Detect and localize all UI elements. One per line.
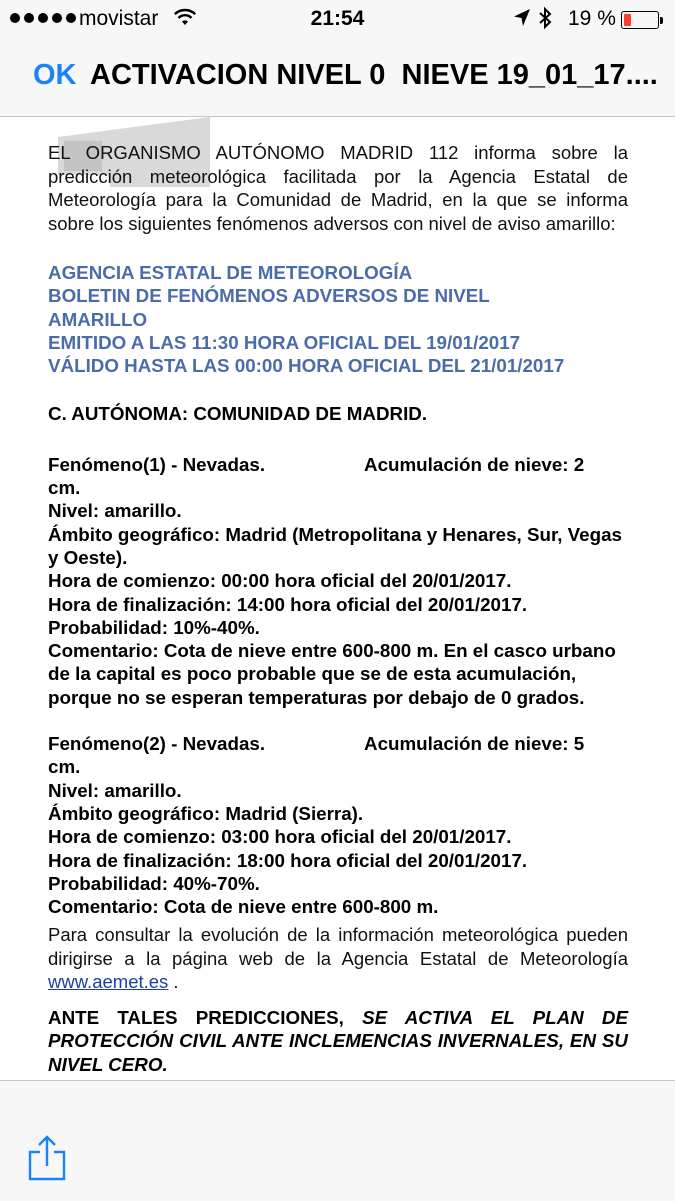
phenomenon-accumulation: Acumulación de nieve: 2: [364, 453, 585, 475]
bulletin-line: AGENCIA ESTATAL DE METEOROLOGÍA: [48, 262, 413, 283]
done-button[interactable]: OK: [33, 59, 77, 91]
document-title: ACTIVACION NIVEL 0 NIEVE 19_01_17....: [90, 59, 658, 91]
intro-paragraph: EL ORGANISMO AUTÓNOMO MADRID 112 informa sobre la predicción meteorológica facilitada por la Agencia Estatal de Meteorología para la Comunidad de Madrid, en la que se informa sobre los siguientes fenómenos adversos con nivel de aviso amarillo:: [48, 142, 628, 234]
phenomenon-line: Comentario: Cota de nieve entre 600-800 m. En el casco urbano de la capital es poco probable que se de esta acumulación, porque no se esperan temperaturas por debajo de 0 grados.: [48, 640, 616, 708]
phenomenon-name: Fenómeno(1) - Nevadas.: [48, 453, 266, 475]
bottom-toolbar: [0, 1080, 675, 1201]
status-time: 21:54: [310, 7, 365, 30]
consult-end: .: [168, 971, 179, 993]
consult-paragraph: [48, 923, 628, 994]
consult-text: Para consultar la evolución de la información meteorológica pueden dirigirse a la página web de la Agencia Estatal de Meteorología: [48, 924, 628, 969]
battery-icon: [621, 11, 659, 29]
bulletin-line: EMITIDO A LAS 11:30 HORA OFICIAL DEL 19/01/2017: [48, 331, 521, 353]
bulletin-line: AMARILLO: [48, 308, 148, 330]
phenomenon-line: Hora de comienzo: 00:00 hora oficial del 20/01/2017.: [48, 570, 512, 592]
phenomenon-line: Hora de finalización: 14:00 hora oficial del 20/01/2017.: [48, 593, 528, 615]
phenomenon-line: Nivel: amarillo.: [48, 500, 182, 522]
phenomenon-line: Nivel: amarillo.: [48, 779, 182, 801]
phenomenon-line: cm.: [48, 756, 81, 778]
share-icon[interactable]: [27, 1135, 67, 1181]
phenomenon-accumulation: Acumulación de nieve: 5: [364, 733, 585, 755]
phenomenon-line: Hora de finalización: 18:00 hora oficial del 20/01/2017.: [48, 849, 528, 871]
plan-activation-notice: [48, 1006, 628, 1076]
phenomenon-line: Ámbito geográfico: Madrid (Sierra).: [48, 802, 364, 824]
phenomenon-line: Ámbito geográfico: Madrid (Metropolitana y Henares, Sur, Vegas y Oeste).: [48, 523, 622, 568]
phenomenon-line: Comentario: Cota de nieve entre 600-800 m.: [48, 896, 439, 918]
phenomenon-line: Probabilidad: 10%-40%.: [48, 616, 260, 638]
plan-lead: ANTE TALES PREDICCIONES,: [48, 1006, 344, 1028]
phenomenon-line: cm.: [48, 477, 81, 499]
aemet-link[interactable]: www.aemet.es: [48, 971, 169, 993]
bluetooth-icon: [538, 6, 552, 36]
phenomenon-line: Hora de comienzo: 03:00 hora oficial del 20/01/2017.: [48, 826, 512, 848]
phenomenon-block: [48, 732, 628, 918]
phenomenon-block: [48, 453, 628, 709]
bulletin-header: [48, 261, 628, 377]
bulletin-line: VÁLIDO HASTA LAS 00:00 HORA OFICIAL DEL 21/01/2017: [48, 355, 565, 377]
location-arrow-icon: [513, 8, 531, 34]
bulletin-line: BOLETIN DE FENÓMENOS ADVERSOS DE NIVEL: [48, 285, 490, 307]
document-body: [48, 141, 628, 1076]
document-viewer[interactable]: [0, 117, 675, 1080]
phenomenon-name: Fenómeno(2) - Nevadas.: [48, 733, 266, 755]
battery-percent: 19 %: [568, 7, 616, 30]
phenomenon-line: Probabilidad: 40%-70%.: [48, 872, 260, 894]
status-bar: [0, 0, 675, 38]
nav-bar: [0, 38, 675, 117]
plan-emphasis: SE ACTIVA EL PLAN DE PROTECCIÓN CIVIL ANTE INCLEMENCIAS INVERNALES, EN SU NIVEL CERO.: [48, 1006, 629, 1075]
carrier-name: movistar: [79, 7, 159, 30]
region-heading: C. AUTÓNOMA: COMUNIDAD DE MADRID.: [48, 403, 428, 425]
